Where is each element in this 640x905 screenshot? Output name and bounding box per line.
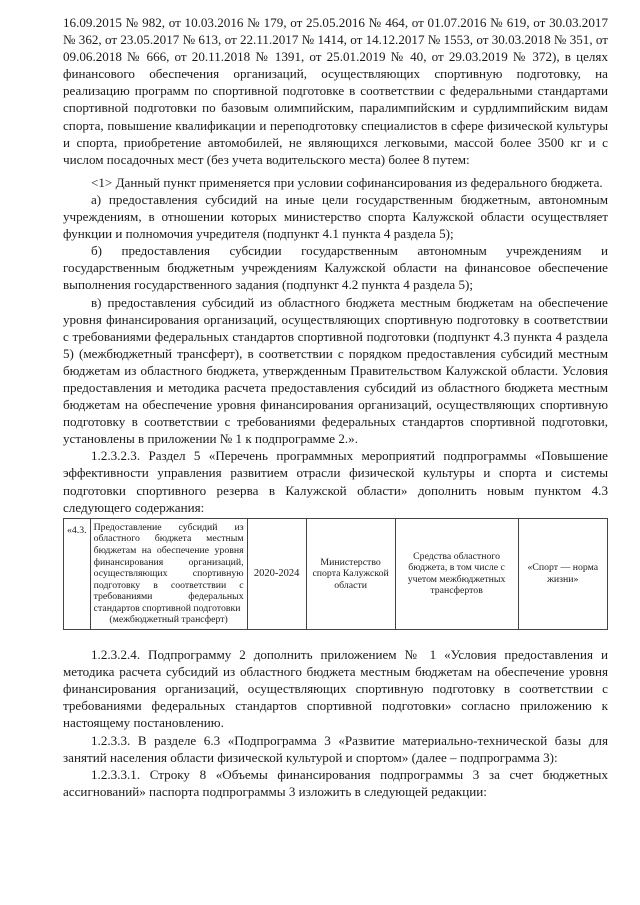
table-cell-number: «4.3. — [64, 518, 91, 629]
paragraph-item-b: б) предоставления субсидии государственным автономным учреждениям и государственным бюджетным учреждениям Калужской области на финансовое обеспечение выполнения государственного задания (подпункт 4.2 пункта 4 раздела 5); — [63, 243, 608, 293]
table-cell-period: 2020-2024 — [247, 518, 306, 629]
table-cell-description — [90, 518, 247, 629]
paragraph-1-2-3-2-3: 1.2.3.2.3. Раздел 5 «Перечень программных мероприятий подпрограммы «Повышение эффективности управления развитием отрасли физической культуры и спорта и системы подготовки спортивного резерва в Калужской области» дополнить новым пунктом 4.3 следующего содержания: — [63, 448, 608, 515]
footnote-1: <1> Данный пункт применяется при условии софинансирования из федерального бюджета. — [91, 174, 603, 190]
paragraph-1-2-3-3: 1.2.3.3. В разделе 6.3 «Подпрограмма 3 «Развитие материально-технической базы для занятий населения области физической культурой и спортом» (далее – подпрограмма 3): — [63, 732, 608, 765]
paragraph-1-2-3-3-1: 1.2.3.3.1. Строку 8 «Объемы финансирования подпрограммы 3 за счет бюджетных ассигнований» паспорта подпрограммы 3 изложить в следующей редакции: — [63, 766, 608, 799]
inserted-table — [63, 518, 608, 630]
table-cell-program: «Спорт — норма жизни» — [518, 518, 607, 629]
document-page — [63, 14, 608, 800]
description-text: Предоставление субсидий из областного бюджета местным бюджетам на обеспечение уровня финансирования организаций, осуществляющих спортивную подготовку в соответствии с требованиями федеральных стандартов спортивной подготовки — [93, 521, 244, 614]
table-cell-executor: Министерство спорта Калужской области — [306, 518, 395, 629]
description-tail: (межбюджетный трансферт) — [109, 614, 228, 626]
paragraph-item-v: в) предоставления субсидий из областного бюджета местным бюджетам на обеспечение уровня финансирования организаций, осуществляющих спортивную подготовку в соответствии с требованиями федеральных стандартов спортивной подготовки (подпункт 4.3 пункта 4 раздела 5) (межбюджетный трансферт), в соответствии с порядком предоставления субсидий местным бюджетам из областного бюджета, утвержденным Правительством Калужской области. Условия предоставления и методика расчета предоставления субсидий из областного бюджета местным бюджетам на обеспечение уровня финансирования организаций, осуществляющих спортивную подготовку в соответствии с требованиями федеральных стандартов спортивной подготовки, установлены в приложении № 1 к подпрограмме 2.». — [63, 294, 608, 447]
table-cell-source: Средства областного бюджета, в том числе с учетом межбюджетных трансфертов — [395, 518, 518, 629]
table-row — [64, 518, 608, 629]
paragraph-preamble: 16.09.2015 № 982, от 10.03.2016 № 179, от 25.05.2016 № 464, от 01.07.2016 № 619, от 30.03.2017 № 362, от 23.05.2017 № 613, от 22.11.2017 № 1414, от 14.12.2017 № 1553, от 30.03.2018 № 351, от 09.06.2018 № 666, от 20.11.2018 № 1391, от 25.01.2019 № 40, от 29.03.2019 № 372), в целях финансового обеспечения организаций, осуществляющих спортивную подготовку, на реализацию программ по спортивной подготовке в соответствии с федеральными стандартами спортивной подготовки по базовым олимпийским, паралимпийским и сурдлимпийским видам спорта, повышение квалификации и переподготовку специалистов в сфере физической культуры и спорта, приобретение автомобилей, не являющихся легковыми, массой более 3500 кг и с числом посадочных мест (без учета водительского места) более 8 путем: — [63, 15, 608, 167]
paragraph-item-a: а) предоставления субсидий на иные цели государственным бюджетным, автономным учреждениям, в отношении которых министерство спорта Калужской области осуществляет функции и полномочия учредителя (подпункт 4.1 пункта 4 раздела 5); — [63, 191, 608, 242]
paragraph-1-2-3-2-4: 1.2.3.2.4. Подпрограмму 2 дополнить приложением № 1 «Условия предоставления и методика расчета субсидий из областного бюджета местным бюджетам на обеспечение уровня финансирования организаций, осуществляющих спортивную подготовку в соответствии с требованиями федеральных стандартов спортивной подготовки» согласно приложению к настоящему постановлению. — [63, 647, 608, 731]
